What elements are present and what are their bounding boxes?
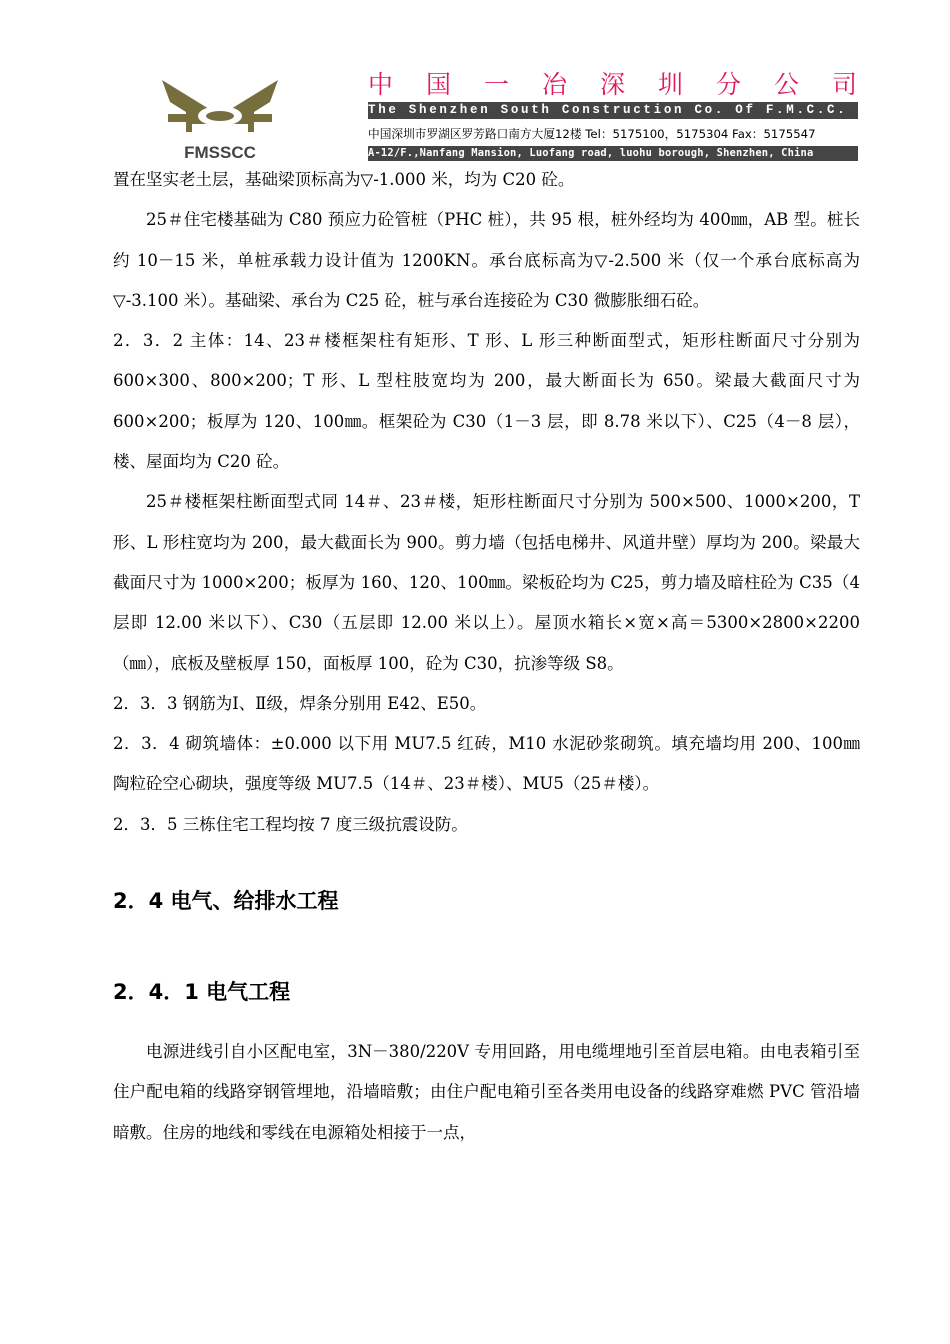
paragraph-main-structure: 2．3．2 主体：14、23＃楼框架柱有矩形、T 形、L 形三种断面型式，矩形柱断面尺寸分别为 600×300、800×200；T 形、L 型柱肢宽均为 200，最大断面长为 650。梁最大截面尺寸为 600×200；板厚为 120、100㎜。框架砼为 C30（1－3 层，即 8.78 米以下）、C25（4－8 层），楼、屋面均为 C20 砼。 <box>113 331 860 472</box>
paragraph-rebar: 2．3．3 钢筋为Ⅰ、Ⅱ级，焊条分别用 E42、E50。 <box>113 693 487 713</box>
paragraph-electrical: 电源进线引自小区配电室，3N－380/220V 专用回路，用电缆埋地引至首层电箱。由电表箱引至住户配电箱的线路穿钢管埋地，沿墙暗敷；由住户配电箱引至各类用电设备的线路穿难燃 PVC 管沿墙暗敷。住房的地线和零线在电源箱处相接于一点， <box>113 1042 860 1142</box>
logo-text: FMSSCC <box>184 143 256 162</box>
company-name-cn: 中国一冶深圳分公司 <box>368 70 891 99</box>
heading-section-2-4: 2．4 电气、给排水工程 <box>113 889 339 914</box>
address-en: A-12/F.,Nanfang Mansion, Luofang road, luohu borough, Shenzhen, China <box>368 146 858 161</box>
company-name-en: The Shenzhen South Construction Co. Of F.M.C.C. <box>368 102 858 119</box>
paragraph-seismic: 2．3．5 三栋住宅工程均按 7 度三级抗震设防。 <box>113 814 468 834</box>
paragraph-foundation-cont: 置在坚实老土层，基础梁顶标高为▽-1.000 米，均为 C20 砼。 <box>113 170 575 189</box>
document-body <box>113 160 860 1153</box>
paragraph-frame-25: 25＃楼框架柱断面型式同 14＃、23＃楼，矩形柱断面尺寸分别为 500×500、1000×200，T 形、L 形柱宽均为 200，最大截面长为 900。剪力墙（包括电梯井、风道井壁）厚均为 200。梁最大截面尺寸为 1000×200；板厚为 160、120、100㎜。梁板砼均为 C25，剪力墙及暗柱砼为 C35（4 层即 12.00 米以下）、C30（五层即 12.00 米以上）。屋顶水箱长×宽×高＝5300×2800×2200（㎜），底板及壁板厚 150，面板厚 100，砼为 C30，抗渗等级 S8。 <box>113 492 860 673</box>
paragraph-masonry: 2．3．4 砌筑墙体：±0.000 以下用 MU7.5 红砖，M10 水泥砂浆砌筑。填充墙均用 200、100㎜ 陶粒砼空心砌块，强度等级 MU7.5（14＃、23＃楼）、MU5（25＃楼）。 <box>113 734 860 794</box>
paragraph-foundation-25: 25＃住宅楼基础为 C80 预应力砼管桩（PHC 桩），共 95 根，桩外经均为 400㎜，AB 型。桩长约 10－15 米，单桩承载力设计值为 1200KN。承台底标高为▽-2.500 米（仅一个承台底标高为▽-3.100 米）。基础梁、承台为 C25 砼，桩与承台连接砼为 C30 微膨胀细石砼。 <box>113 210 860 310</box>
heading-section-2-4-1: 2．4．1 电气工程 <box>113 980 291 1005</box>
address-cn: 中国深圳市罗湖区罗芳路口南方大厦12楼 Tel：5175100，5175304 Fax：5175547 <box>368 127 816 141</box>
company-logo <box>158 72 282 162</box>
company-logo-mark <box>158 72 282 162</box>
